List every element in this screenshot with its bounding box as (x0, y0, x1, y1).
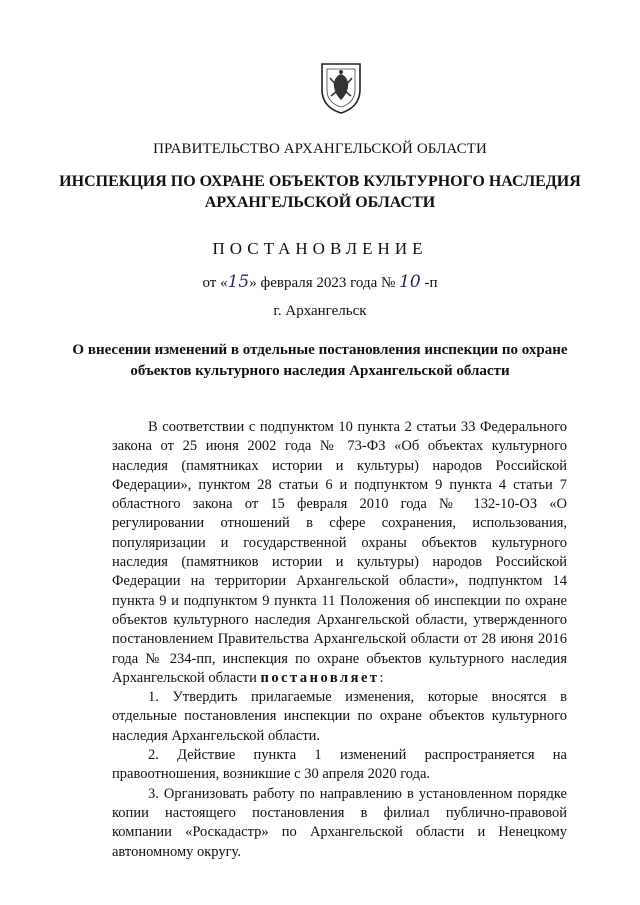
preamble-paragraph (112, 418, 567, 688)
date-middle: » февраля 2023 года № (249, 275, 396, 291)
number-suffix: -п (424, 275, 438, 291)
item-1: 1. Утвердить прилагаемые изменения, которые вносятся в отдельные постановления инспекции по охране объектов культурного наследия Архангельской области. (112, 689, 567, 744)
subject-line2: объектов культурного наследия Архангельской области (130, 363, 510, 379)
date-prefix: от « (202, 275, 228, 291)
government-name: ПРАВИТЕЛЬСТВО АРХАНГЕЛЬСКОЙ ОБЛАСТИ (153, 141, 487, 157)
subject-line1: О внесении изменений в отдельные постановления инспекции по охране (72, 342, 568, 358)
inspection-name-line1: ИНСПЕКЦИЯ ПО ОХРАНЕ ОБЪЕКТОВ КУЛЬТУРНОГО НАСЛЕДИЯ (59, 173, 581, 190)
document-subject (0, 340, 640, 382)
resolves-colon: : (379, 669, 384, 686)
document-number-handwritten: 10 (399, 272, 421, 292)
item-3: 3. Организовать работу по направлению в установленном порядке копии настоящего постановления в филиал публично-правовой компании «Роскадастр» по Архангельской области и Ненецкому автономному округу. (112, 785, 567, 860)
document-type: ПОСТАНОВЛЕНИЕ (212, 239, 428, 258)
city: г. Архангельск (273, 303, 367, 319)
date-line (0, 272, 640, 292)
inspection-name (0, 171, 640, 213)
document-body (112, 418, 567, 862)
item-2: 2. Действие пункта 1 изменений распространяется на правоотношения, возникшие с 30 апреля 2020 года. (112, 747, 567, 783)
preamble-text: В соответствии с подпунктом 10 пункта 2 статьи 33 Федерального закона от 25 июня 2002 года № 73-ФЗ «Об объектах культурного наследия (памятниках истории и культуры) народов Российской Федерации», пунктом 28 статьи 6 и подпунктом 9 пункта 4 статьи 7 областного закона от 15 февраля 2010 года № 132-10-ОЗ «О регулировании отношений в сфере сохранения, использования, популяризации и государственной охраны объектов культурного наследия (памятников истории и культуры) народов Российской Федерации на территории Архангельской области», подпунктом 14 пункта 9 и подпунктом 9 пункта 11 Положения об инспекции по охране объектов культурного наследия Архангельской области, утвержденного постановлением Правительства Архангельской области от 28 июня 2016 года № 234-пп, инспекция по охране объектов культурного наследия Архангельской области (112, 419, 567, 686)
date-day-handwritten: 15 (227, 272, 250, 292)
resolves-word: постановляет (260, 669, 380, 686)
inspection-name-line2: АРХАНГЕЛЬСКОЙ ОБЛАСТИ (204, 194, 436, 211)
coat-of-arms-icon (319, 60, 363, 114)
